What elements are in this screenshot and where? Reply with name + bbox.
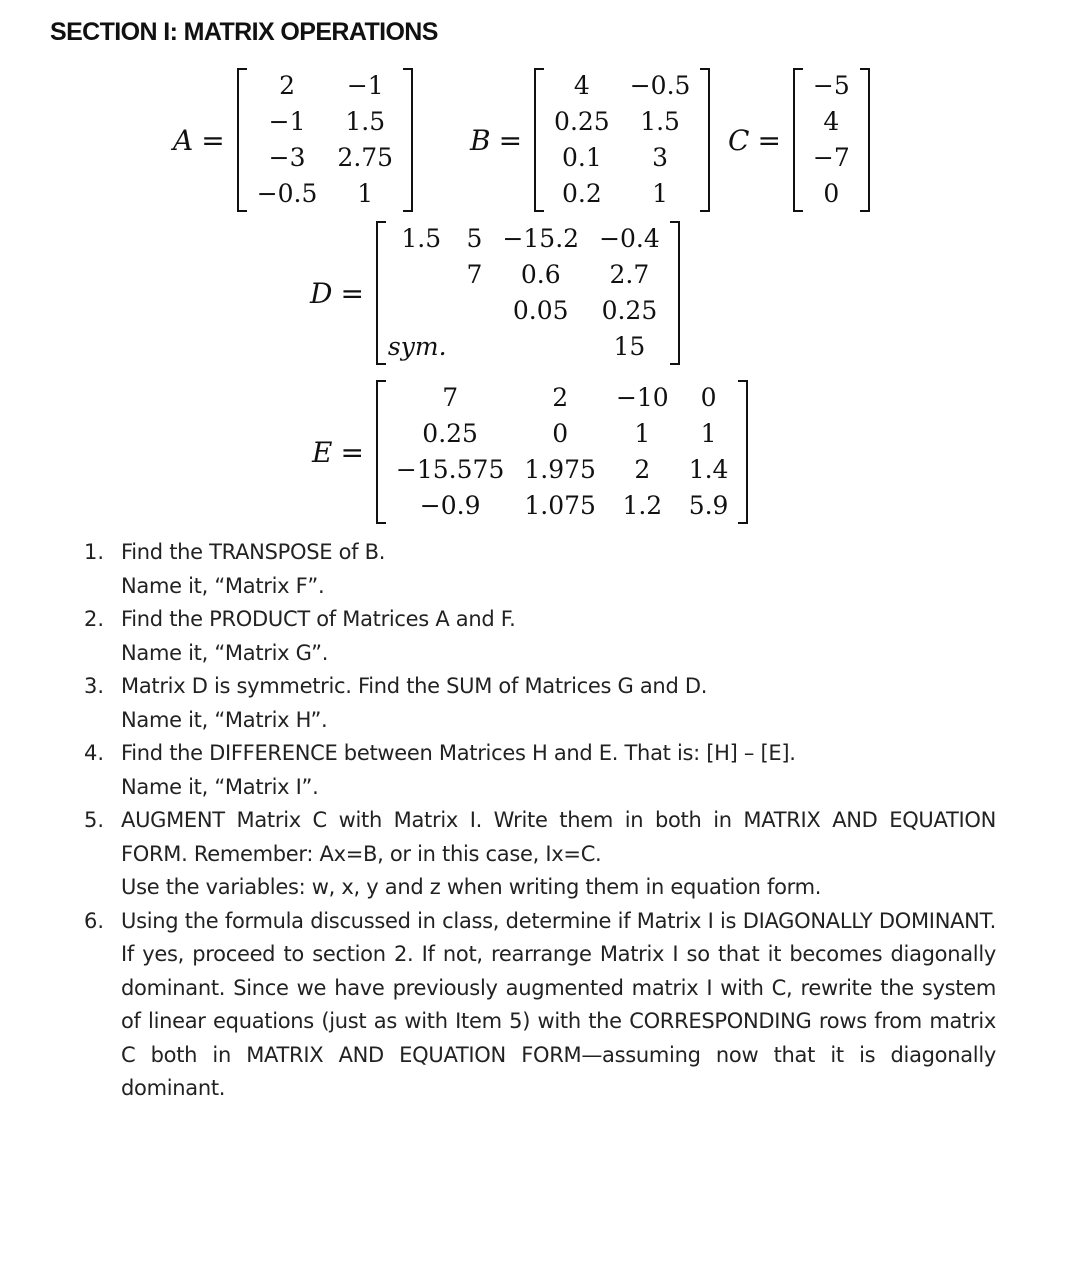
- matrix-cell: 2: [552, 383, 569, 412]
- matrix-a-equation: [173, 68, 413, 212]
- matrix-cell: −15.2: [502, 224, 580, 253]
- matrix-a-label: A =: [173, 123, 225, 157]
- matrix-cell: 7: [442, 383, 459, 412]
- matrix-cell: 2: [279, 71, 296, 100]
- question-text: [121, 804, 996, 905]
- matrix-b-label: B =: [470, 123, 523, 157]
- matrix-d: [376, 221, 680, 365]
- matrix-e-label: E =: [312, 435, 364, 469]
- matrix-cell: 1: [652, 179, 669, 208]
- question-line: AUGMENT Matrix C with Matrix I. Write them in both in MATRIX AND EQUATION FORM. Remember: Ax=B, or in this case, Ix=C.: [121, 808, 996, 866]
- matrix-cell: 0.05: [512, 296, 569, 325]
- matrix-cell: 1.2: [622, 491, 663, 520]
- question-line: Using the formula discussed in class, determine if Matrix I is DIAGONALLY DOMINANT. If yes, proceed to section 2. If not, rearrange Matrix I so that it becomes diagonally dominant. Since we have previously augmented matrix I with C, rewrite the system of linear equations (just as with Item 5) with the CORRESPONDING rows from matrix C both in MATRIX AND EQUATION FORM—assuming now that it is diagonally dominant.: [121, 908, 996, 1100]
- matrix-cell: −10: [615, 383, 669, 412]
- question-item: [84, 670, 996, 737]
- matrix-cell: 1.5: [640, 107, 680, 136]
- matrix-cell: 2.7: [609, 260, 650, 289]
- matrix-cell: 0.1: [562, 143, 602, 172]
- question-line: Find the TRANSPOSE of B.: [121, 540, 386, 564]
- matrix-cell: 1.4: [688, 455, 729, 484]
- matrix-cell: 4: [573, 71, 590, 100]
- matrix-e: [376, 380, 749, 524]
- matrix-cell: 0.6: [520, 260, 561, 289]
- matrix-d-label: D =: [310, 276, 364, 310]
- matrix-cell: 1.075: [524, 491, 596, 520]
- question-number: 6.: [84, 908, 105, 933]
- matrix-cell: 1.975: [524, 455, 596, 484]
- matrix-cell: −15.575: [395, 455, 505, 484]
- matrix-cell: −3: [268, 143, 306, 172]
- matrix-cell: −1: [346, 71, 384, 100]
- matrix-cell: −0.5: [629, 71, 691, 100]
- question-number: 2.: [84, 607, 105, 631]
- matrix-cell: 7: [466, 260, 483, 289]
- question-item: [84, 536, 996, 603]
- matrix-cell: 4: [823, 107, 840, 136]
- matrix-cell: sym.: [387, 332, 447, 361]
- matrix-c-label: C =: [728, 123, 781, 157]
- matrix-cell: 0: [823, 179, 840, 208]
- matrix-cell: [492, 329, 589, 365]
- question-number: 3.: [84, 674, 105, 698]
- question-line: Name it, “Matrix F”.: [121, 573, 325, 598]
- question-text: [121, 737, 996, 804]
- question-item: [84, 737, 996, 804]
- matrix-cell: 5.9: [688, 491, 729, 520]
- matrix-cell: 0.25: [601, 296, 658, 325]
- matrix-cell: 1.5: [401, 224, 442, 253]
- matrix-cell: 1.5: [345, 107, 386, 136]
- question-text: [121, 536, 996, 603]
- matrix-cell: 2: [634, 455, 651, 484]
- matrix-cell: −0.4: [599, 224, 660, 253]
- question-line: Find the PRODUCT of Matrices A and F.: [121, 607, 516, 631]
- matrix-cell: −5: [812, 71, 850, 100]
- matrix-cell: 0.2: [562, 179, 602, 208]
- question-line: Use the variables: w, x, y and z when writing them in equation form.: [121, 875, 822, 899]
- matrix-cell: 5: [466, 224, 483, 253]
- question-text: [121, 670, 996, 737]
- question-text: [121, 603, 996, 670]
- question-line: Find the DIFFERENCE between Matrices H and E. That is: [H] – [E].: [121, 741, 796, 765]
- matrix-cell: 1: [700, 419, 717, 448]
- question-text: [121, 905, 996, 1106]
- question-item: [84, 603, 996, 670]
- matrix-cell: [457, 293, 493, 329]
- matrix-b-equation: [470, 68, 710, 212]
- matrix-cell: 0.25: [554, 107, 610, 136]
- question-number: 5.: [84, 808, 105, 832]
- matrix-cell: 0: [552, 419, 569, 448]
- matrix-cell: 15: [613, 332, 646, 361]
- matrix-cell: 0.25: [422, 419, 478, 448]
- matrix-cell: [386, 293, 457, 329]
- matrix-cell: −0.5: [256, 179, 318, 208]
- question-number: 1.: [84, 540, 105, 564]
- matrix-c-equation: [728, 68, 870, 212]
- matrix-cell: [457, 329, 493, 365]
- matrix-cell: 3: [652, 143, 669, 172]
- matrix-cell: 1: [634, 419, 651, 448]
- question-line: Name it, “Matrix G”.: [121, 640, 329, 665]
- question-line: Name it, “Matrix H”.: [121, 707, 328, 732]
- matrix-cell: −1: [268, 107, 306, 136]
- matrix-cell: 0: [700, 383, 717, 412]
- matrix-e-equation: [312, 380, 748, 524]
- matrix-cell: 1: [357, 179, 374, 208]
- question-number: 4.: [84, 741, 105, 765]
- matrix-cell: 2.75: [337, 143, 394, 172]
- matrix-a: [237, 68, 413, 212]
- question-item: [84, 905, 996, 1106]
- question-line: Name it, “Matrix I”.: [121, 774, 319, 799]
- matrix-cell: [386, 257, 457, 293]
- matrix-c: [793, 68, 870, 212]
- matrix-b: [534, 68, 710, 212]
- question-item: [84, 804, 996, 905]
- question-line: Matrix D is symmetric. Find the SUM of Matrices G and D.: [121, 674, 708, 698]
- section-title: SECTION I: MATRIX OPERATIONS: [50, 18, 438, 46]
- matrix-cell: −0.9: [419, 491, 481, 520]
- matrix-cell: −7: [812, 143, 850, 172]
- matrix-d-equation: [310, 221, 680, 365]
- question-list: [84, 536, 996, 1106]
